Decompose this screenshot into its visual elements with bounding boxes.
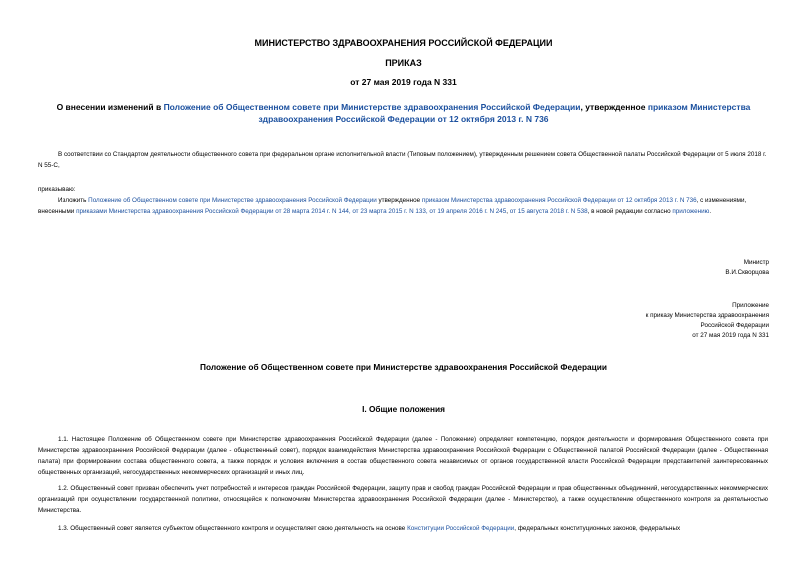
order-text-6: .	[709, 208, 712, 215]
title-text-2: , утвержденное	[580, 102, 648, 112]
title-link-regulation[interactable]: Положение об Общественном совете при Министерстве здравоохранения Российской Федерации	[163, 102, 581, 112]
order-link-appendix[interactable]: приложению	[672, 208, 710, 215]
order-word: приказываю:	[38, 186, 76, 193]
order-text-2: утвержденное	[376, 197, 422, 204]
clause-1-3	[38, 523, 768, 534]
order-text-3: , с изменениями, внесенными	[38, 197, 747, 215]
appendix-line-3: Российской Федерации	[700, 322, 769, 329]
clause-link-constitution[interactable]: Конституции Российской Федерации	[407, 525, 515, 532]
order-link-order-538[interactable]: от 15 августа 2018 г. N 538	[509, 208, 588, 215]
section-title: I. Общие положения	[362, 404, 445, 414]
order-link-regulation[interactable]: Положение об Общественном совете при Министерстве здравоохранения Российской Федерации	[88, 197, 377, 204]
doc-type-heading: ПРИКАЗ	[385, 58, 422, 68]
clause-1-3-text-1: 1.3. Общественный совет является субъектом общественного контроля и осуществляет свою деятельность на основе	[58, 525, 408, 532]
regulation-title: Положение об Общественном совете при Министерстве здравоохранения Российской Федерации	[200, 362, 607, 372]
order-text-1: Изложить	[58, 197, 89, 204]
order-link-order-736[interactable]: приказом Министерства здравоохранения Российской Федерации от 12 октября 2013 г. N 736	[421, 197, 697, 204]
appendix-block	[646, 301, 769, 341]
order-title	[0, 101, 807, 125]
appendix-line-4: от 27 мая 2019 года N 331	[692, 332, 769, 339]
clause-1-3-text-2: , федеральных конституционных законов, федеральных	[514, 525, 681, 532]
signature-position: Министр	[743, 259, 769, 266]
preamble: В соответствии со Стандартом деятельности общественного совета при федеральном органе исполнительной власти (Типовым положением), утвержденным решением совета Общественной палаты Российской Федерации от 5 июля 2018 г. N 55-С,	[38, 151, 767, 169]
order-text-5: , в новой редакции согласно	[587, 208, 673, 215]
order-link-amending-orders[interactable]: приказами Министерства здравоохранения Российской Федерации от 28 марта 2014 г. N 144, от 23 марта 2015 г. N 133, от 19 апреля 2016 г. N 245	[76, 208, 507, 215]
appendix-line-1: Приложение	[732, 302, 769, 309]
signature-name: В.И.Скворцова	[725, 269, 769, 276]
order-paragraph	[38, 195, 768, 217]
order-text-4: ,	[506, 208, 510, 215]
clause-1-2: 1.2. Общественный совет призван обеспечить учет потребностей и интересов граждан Российской Федерации, защиту прав и свобод граждан Российской Федерации и прав общественных объединений, негосударственных некоммерческих организаций при осуществлении государственной политики, относящейся к полномочиям Министерства здравоохранения Российской Федерации (далее - Министерство), а также осуществление общественного контроля за деятельностью Министерства.	[38, 485, 768, 514]
appendix-line-2: к приказу Министерства здравоохранения	[645, 312, 769, 319]
order-date-number: от 27 мая 2019 года N 331	[350, 77, 457, 87]
signature-block	[725, 258, 769, 278]
title-link-order-736[interactable]: приказом Министерства здравоохранения Российской Федерации от 12 октября 2013 г. N 736	[258, 102, 751, 124]
clause-1-1: 1.1. Настоящее Положение об Общественном совете при Министерстве здравоохранения Российской Федерации (далее - Положение) определяет компетенцию, порядок деятельности и формирования Общественного совета при Министерстве здравоохранения Российской Федерации (далее - общественный совет), порядок взаимодействия Министерства здравоохранения Российской Федерации с Общественной палатой Российской Федерации (далее - Общественная палата) при формировании состава общественного совета, а также порядок и условия включения в состав общественного совета независимых от органов государственной власти Российской Федерации представителей заинтересованных общественных организаций, негосударственных некоммерческих организаций и иных лиц.	[38, 436, 768, 476]
title-text-1: О внесении изменений в	[56, 102, 164, 112]
ministry-heading: МИНИСТЕРСТВО ЗДРАВООХРАНЕНИЯ РОССИЙСКОЙ ФЕДЕРАЦИИ	[254, 38, 553, 48]
